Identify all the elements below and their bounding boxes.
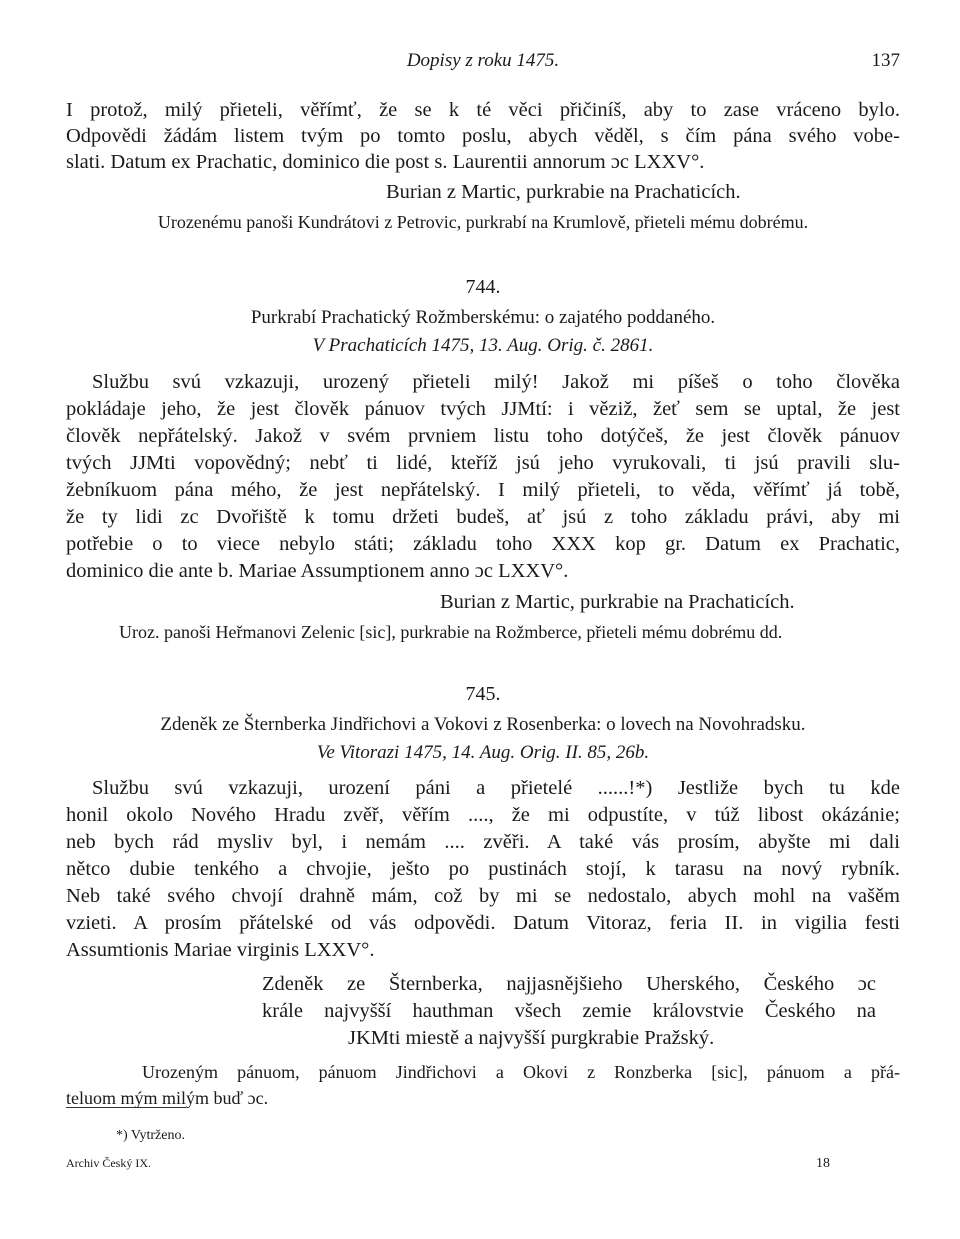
- text-line: člověk nepřátelský. Jakož v svém prvniem listu toho dotýčeš, že jest člověk pánuov: [66, 425, 900, 447]
- signature-line: Zdeněk ze Šternberka, najjasnějšieho Uherského, Českého ɔc: [262, 973, 876, 995]
- text-line: potřebie o to viece nebylo státi; základu toho XXX kop gr. Datum ex Prachatic,: [66, 533, 900, 555]
- text-line: Službu svú vzkazuji, urození páni a přietelé ......!*) Jestliže bych tu kde: [92, 777, 900, 799]
- letter-number: 744.: [465, 276, 501, 298]
- address-line: Urozeným pánuom, pánuom Jindřichovi a Okovi z Ronzberka [sic], pánuom a přá-: [142, 1062, 900, 1082]
- text-line: Odpovědi žádám listem tvým po tomto poslu, abych věděl, s čím pána svého vobe-: [66, 125, 900, 147]
- address-line: teluom mým milým buď ɔc.: [66, 1088, 269, 1108]
- address-line: Urozenému panoši Kundrátovi z Petrovic, purkrabí na Krumlově, přieteli mému dobrému.: [157, 212, 809, 232]
- text-line: neb bych rád mysliv byl, i nemám .... zvěři. A také vás prosím, abyšte mi dali: [66, 831, 900, 853]
- document-page: [66, 40, 900, 1230]
- letter-dateline: V Prachaticích 1475, 13. Aug. Orig. č. 2861.: [312, 335, 654, 356]
- footnote: *) Vytrženo.: [116, 1128, 185, 1143]
- footer-archive: Archiv Český IX.: [66, 1156, 151, 1170]
- text-line: nětco dubie tenkého a chvojie, ješto po pustinách stojí, k tarasu na nový rybník.: [66, 858, 900, 880]
- signature: Burian z Martic, purkrabie na Prachaticích.: [440, 591, 795, 613]
- page-number: 137: [871, 50, 900, 71]
- letter-number: 745.: [465, 683, 501, 705]
- text-line: slati. Datum ex Prachatic, dominico die post s. Laurentii annorum ɔc LXXV°.: [66, 151, 705, 173]
- running-title: Dopisy z roku 1475.: [406, 50, 560, 71]
- signature-line: krále najvyšší hauthman všech zemie královstvie Českého na: [262, 1000, 876, 1022]
- footnote-rule: [66, 1107, 186, 1108]
- text-line: Assumtionis Mariae virginis LXXV°.: [66, 939, 375, 961]
- text-line: Neb také svého chvojí drahně mám, což by mi se nedostalo, abych mohl na vašěm: [66, 885, 900, 907]
- address-line: Uroz. panoši Heřmanovi Zelenic [sic], purkrabie na Rožmberce, přieteli mému dobrému dd.: [119, 622, 783, 642]
- letter-subject: Purkrabí Prachatický Rožmberskému: o zajatého poddaného.: [250, 307, 716, 328]
- signature-line: JKMti miestě a najvyšší purgkrabie Pražský.: [348, 1027, 715, 1049]
- text-line: že ty lidi zc Dvořiště k tomu držeti budeš, ať jsú z toho základu právi, aby mi: [66, 506, 900, 528]
- text-line: Službu svú vzkazuji, urozený přieteli milý! Jakož mi píšeš o toho člověka: [92, 371, 900, 393]
- text-line: žebníkuom pána mého, že jest nepřátelský. I milý přieteli, to věda, věřímť já tobě,: [66, 479, 900, 501]
- letter-dateline: Ve Vitorazi 1475, 14. Aug. Orig. II. 85, 26b.: [316, 742, 650, 763]
- letter-subject: Zdeněk ze Šternberka Jindřichovi a Vokovi z Rosenberka: o lovech na Novohradsku.: [160, 714, 806, 735]
- text-line: I protož, milý přieteli, věřímť, že se k té věci přičiníš, aby to zase vráceno bylo.: [66, 99, 900, 121]
- text-line: pokládaje jeho, že jest člověk pánuov tvých JJMtí: i věziž, žeť sem se uptal, že jest: [66, 398, 900, 420]
- text-line: tvých JJMti vopovědný; nebť ti lidé, kteříž jsú jeho vyrukovali, ti jsú pravili slu-: [66, 452, 900, 474]
- text-line: vzieti. A prosím přátelské od vás odpovědi. Datum Vitoraz, feria II. in vigilia festi: [66, 912, 900, 934]
- signature-mark: 18: [816, 1156, 830, 1171]
- signature: Burian z Martic, purkrabie na Prachaticích.: [386, 181, 741, 203]
- text-line: honil okolo Nového Hradu zvěř, věřím ...., že mi odpustíte, v túž libost okázánie;: [66, 804, 900, 826]
- text-line: dominico die ante b. Mariae Assumptionem anno ɔc LXXV°.: [66, 560, 569, 582]
- running-header: [66, 50, 900, 76]
